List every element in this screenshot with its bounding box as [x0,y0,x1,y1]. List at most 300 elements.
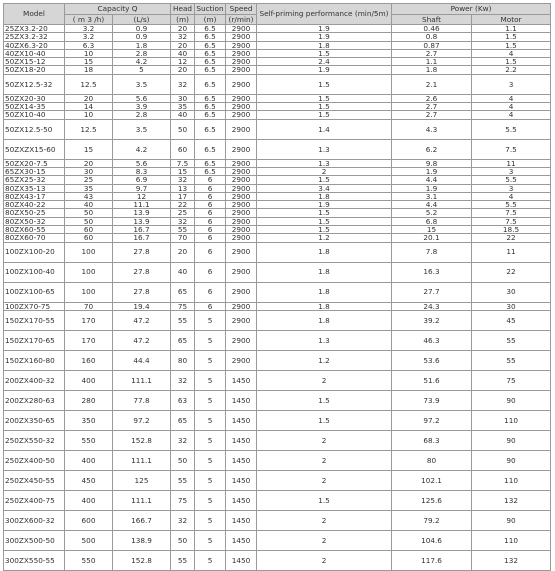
cell-suction: 5 [195,410,226,430]
cell-suction: 6.5 [195,119,226,139]
cell-model: 40ZX6.3-20 [4,41,65,49]
cell-motor-power: 11 [472,159,551,167]
cell-capacity-ls: 3.5 [113,119,171,139]
cell-model: 80ZX50-25 [4,209,65,217]
table-row [4,390,551,410]
cell-head: 55 [171,470,195,490]
cell-shaft-power: 51.6 [392,370,472,390]
cell-motor-power: 90 [472,430,551,450]
cell-self-priming: 1.4 [257,119,392,139]
header-power: Power (Kw) [392,4,551,15]
cell-head: 32 [171,176,195,184]
table-row [4,41,551,49]
cell-suction: 6.5 [195,58,226,66]
cell-motor-power: 90 [472,450,551,470]
cell-speed: 2900 [226,201,257,209]
cell-model: 250ZX400-50 [4,450,65,470]
cell-model: 200ZX280-63 [4,390,65,410]
cell-capacity-ls: 152.8 [113,430,171,450]
cell-speed: 2900 [226,159,257,167]
cell-speed: 2900 [226,111,257,119]
cell-shaft-power: 104.6 [392,530,472,550]
cell-motor-power: 11 [472,242,551,262]
cell-capacity-m3h: 500 [65,530,113,550]
cell-motor-power: 90 [472,510,551,530]
cell-capacity-m3h: 100 [65,262,113,282]
cell-capacity-m3h: 12.5 [65,119,113,139]
cell-self-priming: 1.5 [257,74,392,94]
cell-motor-power: 7.5 [472,217,551,225]
cell-speed: 2900 [226,33,257,41]
cell-capacity-ls: 27.8 [113,262,171,282]
cell-speed: 1450 [226,550,257,570]
cell-suction: 5 [195,430,226,450]
cell-self-priming: 1.5 [257,490,392,510]
cell-model: 50ZX20-30 [4,94,65,102]
cell-self-priming: 1.3 [257,330,392,350]
cell-suction: 6 [195,176,226,184]
cell-motor-power: 132 [472,490,551,510]
cell-suction: 5 [195,390,226,410]
cell-self-priming: 1.2 [257,234,392,242]
cell-speed: 1450 [226,450,257,470]
cell-capacity-ls: 97.2 [113,410,171,430]
cell-shaft-power: 3.1 [392,192,472,200]
cell-shaft-power: 39.2 [392,310,472,330]
cell-self-priming: 1.9 [257,201,392,209]
cell-capacity-ls: 27.8 [113,282,171,302]
cell-shaft-power: 68.3 [392,430,472,450]
table-row [4,242,551,262]
cell-self-priming: 1.5 [257,217,392,225]
cell-motor-power: 30 [472,282,551,302]
cell-motor-power: 55 [472,330,551,350]
cell-self-priming: 1.8 [257,302,392,310]
cell-shaft-power: 6.2 [392,139,472,159]
cell-capacity-ls: 125 [113,470,171,490]
cell-suction: 5 [195,470,226,490]
cell-capacity-m3h: 60 [65,226,113,234]
cell-capacity-ls: 47.2 [113,330,171,350]
cell-suction: 5 [195,530,226,550]
cell-head: 50 [171,119,195,139]
cell-head: 32 [171,430,195,450]
cell-model: 65ZX30-15 [4,167,65,175]
cell-capacity-ls: 2.8 [113,111,171,119]
cell-head: 17 [171,192,195,200]
cell-model: 80ZX40-22 [4,201,65,209]
cell-suction: 6.5 [195,139,226,159]
cell-suction: 6.5 [195,103,226,111]
cell-capacity-m3h: 100 [65,242,113,262]
cell-suction: 6 [195,201,226,209]
cell-motor-power: 132 [472,550,551,570]
cell-motor-power: 110 [472,410,551,430]
table-row [4,25,551,33]
cell-model: 300ZX600-32 [4,510,65,530]
cell-capacity-m3h: 400 [65,490,113,510]
cell-motor-power: 1.5 [472,33,551,41]
cell-shaft-power: 80 [392,450,472,470]
cell-speed: 2900 [226,217,257,225]
cell-capacity-ls: 4.2 [113,58,171,66]
cell-capacity-ls: 3.5 [113,74,171,94]
cell-shaft-power: 20.1 [392,234,472,242]
cell-shaft-power: 125.6 [392,490,472,510]
cell-capacity-ls: 0.9 [113,33,171,41]
cell-suction: 6 [195,262,226,282]
cell-shaft-power: 0.8 [392,33,472,41]
cell-motor-power: 18.5 [472,226,551,234]
cell-speed: 2900 [226,66,257,74]
cell-capacity-m3h: 170 [65,330,113,350]
cell-model: 50ZX18-20 [4,66,65,74]
cell-capacity-ls: 5 [113,66,171,74]
cell-suction: 6 [195,184,226,192]
cell-motor-power: 4 [472,94,551,102]
header-capacity: Capacity Q [65,4,171,15]
cell-capacity-m3h: 18 [65,66,113,74]
cell-model: 100ZX100-65 [4,282,65,302]
cell-head: 32 [171,217,195,225]
cell-shaft-power: 0.46 [392,25,472,33]
cell-shaft-power: 0.87 [392,41,472,49]
table-row [4,234,551,242]
cell-capacity-m3h: 400 [65,450,113,470]
cell-capacity-m3h: 50 [65,209,113,217]
cell-self-priming: 1.5 [257,209,392,217]
cell-self-priming: 1.5 [257,111,392,119]
cell-head: 55 [171,550,195,570]
table-row [4,33,551,41]
cell-shaft-power: 53.6 [392,350,472,370]
cell-head: 32 [171,74,195,94]
cell-capacity-m3h: 70 [65,302,113,310]
cell-speed: 2900 [226,139,257,159]
cell-model: 50ZX14-35 [4,103,65,111]
cell-self-priming: 1.9 [257,25,392,33]
cell-suction: 6.5 [195,33,226,41]
header-speed-unit: (r/min) [226,15,257,25]
table-row [4,159,551,167]
cell-speed: 1450 [226,370,257,390]
cell-capacity-ls: 3.9 [113,103,171,111]
cell-motor-power: 4 [472,49,551,57]
cell-capacity-m3h: 600 [65,510,113,530]
cell-capacity-m3h: 20 [65,159,113,167]
cell-suction: 5 [195,490,226,510]
spec-table-container [3,3,551,571]
cell-capacity-ls: 13.9 [113,209,171,217]
table-row [4,410,551,430]
cell-self-priming: 1.5 [257,94,392,102]
cell-capacity-ls: 166.7 [113,510,171,530]
cell-motor-power: 3 [472,184,551,192]
cell-capacity-ls: 9.7 [113,184,171,192]
cell-capacity-ls: 111.1 [113,370,171,390]
table-row [4,470,551,490]
cell-shaft-power: 16.3 [392,262,472,282]
cell-self-priming: 2 [257,470,392,490]
cell-shaft-power: 2.1 [392,74,472,94]
table-row [4,510,551,530]
cell-capacity-ls: 1.8 [113,41,171,49]
cell-speed: 2900 [226,25,257,33]
cell-self-priming: 2 [257,370,392,390]
cell-shaft-power: 2.7 [392,49,472,57]
cell-motor-power: 5.5 [472,176,551,184]
cell-shaft-power: 117.6 [392,550,472,570]
cell-head: 20 [171,41,195,49]
cell-suction: 5 [195,450,226,470]
header-head-unit: (m) [171,15,195,25]
table-row [4,490,551,510]
cell-shaft-power: 73.9 [392,390,472,410]
table-row [4,139,551,159]
cell-capacity-ls: 19.4 [113,302,171,310]
cell-motor-power: 22 [472,262,551,282]
cell-shaft-power: 2.7 [392,103,472,111]
cell-capacity-ls: 152.8 [113,550,171,570]
cell-model: 200ZX350-65 [4,410,65,430]
cell-capacity-m3h: 550 [65,430,113,450]
cell-head: 40 [171,111,195,119]
cell-shaft-power: 1.8 [392,66,472,74]
cell-capacity-m3h: 6.3 [65,41,113,49]
cell-suction: 6.5 [195,94,226,102]
cell-shaft-power: 4.4 [392,201,472,209]
cell-shaft-power: 97.2 [392,410,472,430]
cell-motor-power: 2.2 [472,66,551,74]
cell-model: 25ZX3.2-20 [4,25,65,33]
cell-capacity-ls: 4.2 [113,139,171,159]
cell-motor-power: 55 [472,350,551,370]
cell-speed: 2900 [226,184,257,192]
cell-suction: 6 [195,217,226,225]
cell-motor-power: 3 [472,74,551,94]
cell-suction: 6.5 [195,41,226,49]
cell-motor-power: 1.5 [472,58,551,66]
cell-capacity-ls: 5.6 [113,94,171,102]
cell-capacity-m3h: 15 [65,58,113,66]
cell-speed: 2900 [226,302,257,310]
cell-capacity-ls: 2.8 [113,49,171,57]
cell-capacity-ls: 6.9 [113,176,171,184]
table-row [4,370,551,390]
cell-head: 65 [171,410,195,430]
cell-head: 13 [171,184,195,192]
table-row [4,66,551,74]
cell-speed: 2900 [226,234,257,242]
cell-head: 80 [171,350,195,370]
cell-capacity-ls: 11.1 [113,201,171,209]
cell-shaft-power: 46.3 [392,330,472,350]
cell-shaft-power: 4.4 [392,176,472,184]
cell-self-priming: 1.9 [257,66,392,74]
cell-capacity-m3h: 25 [65,176,113,184]
cell-motor-power: 7.5 [472,139,551,159]
cell-shaft-power: 15 [392,226,472,234]
cell-capacity-ls: 111.1 [113,490,171,510]
cell-suction: 6.5 [195,49,226,57]
cell-head: 20 [171,25,195,33]
table-row [4,49,551,57]
table-row [4,430,551,450]
cell-speed: 2900 [226,242,257,262]
table-row [4,94,551,102]
cell-motor-power: 22 [472,234,551,242]
cell-speed: 2900 [226,176,257,184]
cell-head: 7.5 [171,159,195,167]
cell-speed: 2900 [226,58,257,66]
cell-suction: 6 [195,234,226,242]
cell-motor-power: 1.5 [472,41,551,49]
cell-model: 50ZXZX15-60 [4,139,65,159]
table-row [4,550,551,570]
cell-self-priming: 1.8 [257,242,392,262]
cell-head: 30 [171,94,195,102]
cell-capacity-m3h: 160 [65,350,113,370]
cell-head: 50 [171,530,195,550]
cell-suction: 6 [195,209,226,217]
cell-capacity-m3h: 15 [65,139,113,159]
cell-motor-power: 90 [472,390,551,410]
cell-capacity-m3h: 3.2 [65,25,113,33]
cell-capacity-m3h: 20 [65,94,113,102]
table-row [4,262,551,282]
cell-shaft-power: 2.7 [392,111,472,119]
cell-model: 50ZX10-40 [4,111,65,119]
cell-capacity-m3h: 550 [65,550,113,570]
cell-self-priming: 1.5 [257,390,392,410]
cell-model: 50ZX20-7.5 [4,159,65,167]
cell-suction: 6 [195,302,226,310]
cell-model: 250ZX550-32 [4,430,65,450]
cell-suction: 6.5 [195,25,226,33]
cell-speed: 2900 [226,41,257,49]
header-model: Model [4,4,65,25]
cell-self-priming: 1.5 [257,49,392,57]
cell-model: 100ZX100-40 [4,262,65,282]
cell-speed: 2900 [226,119,257,139]
cell-head: 32 [171,33,195,41]
table-row [4,282,551,302]
cell-shaft-power: 9.8 [392,159,472,167]
cell-model: 50ZX12.5-32 [4,74,65,94]
cell-capacity-ls: 13.9 [113,217,171,225]
cell-suction: 6.5 [195,74,226,94]
cell-speed: 2900 [226,350,257,370]
cell-head: 40 [171,49,195,57]
cell-capacity-m3h: 43 [65,192,113,200]
cell-head: 55 [171,226,195,234]
cell-self-priming: 1.5 [257,176,392,184]
cell-model: 80ZX60-55 [4,226,65,234]
cell-suction: 5 [195,330,226,350]
cell-suction: 6.5 [195,167,226,175]
table-row [4,111,551,119]
cell-motor-power: 110 [472,470,551,490]
cell-model: 300ZX550-55 [4,550,65,570]
cell-capacity-m3h: 10 [65,49,113,57]
cell-self-priming: 1.5 [257,410,392,430]
cell-head: 40 [171,262,195,282]
cell-speed: 2900 [226,192,257,200]
cell-shaft-power: 1.1 [392,58,472,66]
cell-suction: 5 [195,550,226,570]
cell-motor-power: 30 [472,302,551,310]
cell-head: 12 [171,58,195,66]
cell-self-priming: 1.8 [257,282,392,302]
cell-suction: 6 [195,282,226,302]
cell-capacity-m3h: 12.5 [65,74,113,94]
cell-shaft-power: 7.8 [392,242,472,262]
header-capacity-m3h: ( m 3 /h) [65,15,113,25]
cell-capacity-m3h: 170 [65,310,113,330]
header-shaft: Shaft [392,15,472,25]
cell-capacity-ls: 47.2 [113,310,171,330]
cell-model: 80ZX50-32 [4,217,65,225]
cell-speed: 1450 [226,410,257,430]
cell-capacity-ls: 27.8 [113,242,171,262]
cell-self-priming: 2.4 [257,58,392,66]
cell-shaft-power: 27.7 [392,282,472,302]
cell-capacity-ls: 16.7 [113,226,171,234]
cell-head: 32 [171,370,195,390]
table-row [4,350,551,370]
cell-self-priming: 1.5 [257,226,392,234]
cell-self-priming: 1.8 [257,310,392,330]
cell-capacity-m3h: 35 [65,184,113,192]
cell-capacity-m3h: 280 [65,390,113,410]
cell-capacity-ls: 16.7 [113,234,171,242]
cell-capacity-m3h: 50 [65,217,113,225]
cell-shaft-power: 2.6 [392,94,472,102]
cell-speed: 1450 [226,470,257,490]
cell-motor-power: 45 [472,310,551,330]
cell-self-priming: 1.3 [257,159,392,167]
table-row [4,103,551,111]
cell-model: 100ZX70-75 [4,302,65,310]
cell-speed: 1450 [226,430,257,450]
cell-model: 80ZX60-70 [4,234,65,242]
cell-capacity-m3h: 450 [65,470,113,490]
cell-head: 20 [171,242,195,262]
cell-self-priming: 1.8 [257,262,392,282]
cell-capacity-m3h: 14 [65,103,113,111]
table-header [4,4,551,25]
cell-speed: 2900 [226,330,257,350]
cell-self-priming: 1.8 [257,41,392,49]
cell-model: 150ZX160-80 [4,350,65,370]
table-row [4,167,551,175]
cell-speed: 2900 [226,74,257,94]
header-head: Head [171,4,195,15]
pump-spec-table [3,3,551,571]
cell-head: 75 [171,302,195,310]
cell-capacity-ls: 0.9 [113,25,171,33]
cell-shaft-power: 102.1 [392,470,472,490]
cell-self-priming: 2 [257,167,392,175]
cell-head: 63 [171,390,195,410]
cell-motor-power: 75 [472,370,551,390]
cell-self-priming: 2 [257,530,392,550]
cell-head: 65 [171,282,195,302]
table-row [4,58,551,66]
table-row [4,184,551,192]
cell-capacity-m3h: 10 [65,111,113,119]
cell-model: 25ZX3.2-32 [4,33,65,41]
